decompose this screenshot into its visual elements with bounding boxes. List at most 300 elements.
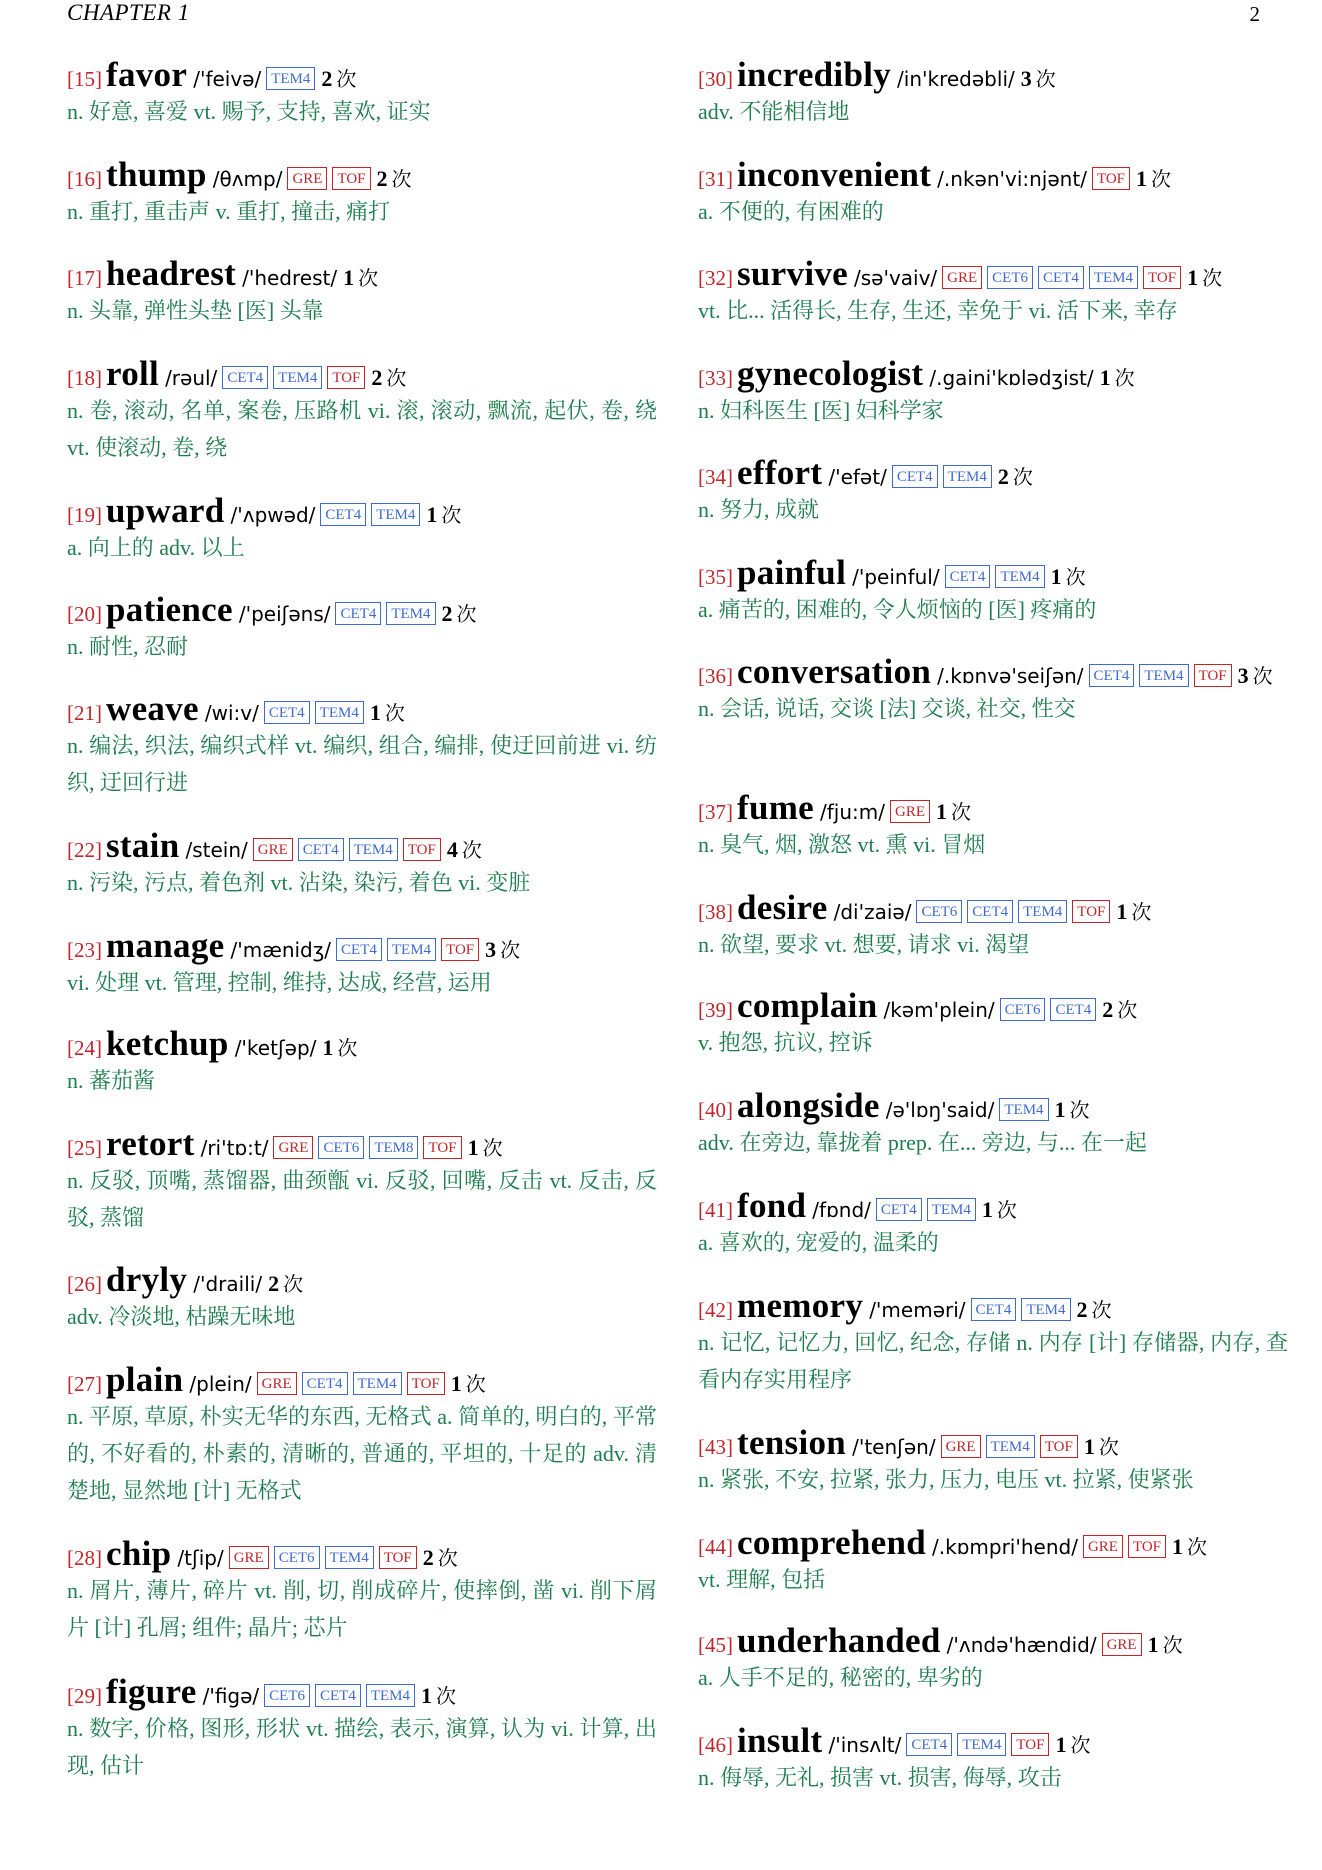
pronunciation: /'ʌpwəd/ — [230, 503, 316, 527]
pronunciation: /sə'vaiv/ — [853, 266, 938, 290]
occurrence-count: 1 — [450, 1371, 462, 1396]
dictionary-entry — [67, 1024, 657, 1099]
entry-number: [25] — [67, 1136, 102, 1160]
entry-number: [35] — [698, 565, 733, 589]
exam-tag-gre: GRE — [942, 266, 982, 289]
definition: adv. 冷淡地, 枯躁无味地 — [67, 1304, 296, 1329]
pronunciation: /fɒnd/ — [812, 1198, 871, 1222]
entry-headline — [67, 254, 657, 293]
pronunciation: /stein/ — [185, 838, 248, 862]
exam-tag-cet4: CET4 — [971, 1298, 1017, 1321]
entry-number: [28] — [67, 1546, 102, 1570]
exam-tag-cet4: CET4 — [335, 602, 381, 625]
dictionary-entry — [698, 888, 1288, 963]
occurrence-unit: 次 — [1151, 167, 1172, 191]
occurrence-count: 1 — [343, 265, 355, 290]
entry-number: [39] — [698, 998, 733, 1022]
entry-headline — [67, 689, 657, 728]
occurrence-unit: 次 — [384, 701, 405, 725]
occurrence-unit: 次 — [1202, 266, 1223, 290]
headword: favor — [106, 55, 188, 94]
occurrence-count: 2 — [268, 1271, 280, 1296]
headword: gynecologist — [737, 354, 924, 393]
occurrence-unit: 次 — [1070, 1733, 1091, 1757]
occurrence-count: 4 — [446, 837, 458, 862]
occurrence-unit: 次 — [386, 366, 407, 390]
exam-tag-tof: TOF — [423, 1136, 461, 1159]
dictionary-entry — [67, 1672, 657, 1784]
entry-number: [45] — [698, 1633, 733, 1657]
headword: manage — [106, 926, 225, 965]
occurrence-unit: 次 — [391, 167, 412, 191]
definition: n. 侮辱, 无礼, 损害 vt. 损害, 侮辱, 攻击 — [698, 1765, 1062, 1790]
occurrence-unit: 次 — [465, 1372, 486, 1396]
exam-tag-tof: TOF — [327, 366, 365, 389]
definition: adv. 在旁边, 靠拢着 prep. 在... 旁边, 与... 在一起 — [698, 1130, 1147, 1155]
exam-tag-gre: GRE — [287, 167, 327, 190]
occurrence-unit: 次 — [996, 1198, 1017, 1222]
pronunciation: /'tenʃən/ — [852, 1435, 936, 1459]
exam-tag-cet4: CET4 — [967, 900, 1013, 923]
occurrence-unit: 次 — [1098, 1435, 1119, 1459]
headword: memory — [737, 1286, 864, 1325]
exam-tag-tem4: TEM4 — [1089, 266, 1138, 289]
entry-headline — [67, 354, 657, 393]
exam-tag-tof: TOF — [379, 1546, 417, 1569]
entry-headline — [67, 491, 657, 530]
entry-headline — [67, 1124, 657, 1163]
headword: chip — [106, 1534, 172, 1573]
definition: n. 臭气, 烟, 激怒 vt. 熏 vi. 冒烟 — [698, 832, 986, 857]
definition: n. 平原, 草原, 朴实无华的东西, 无格式 a. 简单的, 明白的, 平常的, 不好看的, 朴素的, 清晰的, 普通的, 平坦的, 十足的 adv. 清楚地, 显然地 [计] 无格式 — [67, 1404, 657, 1503]
exam-tag-tem4: TEM4 — [943, 465, 992, 488]
entry-headline — [698, 986, 1288, 1025]
entry-number: [40] — [698, 1098, 733, 1122]
definition: n. 反驳, 顶嘴, 蒸馏器, 曲颈甑 vi. 反驳, 回嘴, 反击 vt. 反击, 反驳, 蒸馏 — [67, 1168, 657, 1230]
occurrence-count: 2 — [422, 1545, 434, 1570]
pronunciation: /.nkən'vi:njənt/ — [937, 167, 1087, 191]
pronunciation: /.kɒnvə'seiʃən/ — [937, 664, 1084, 688]
pronunciation: /'mænidʒ/ — [230, 938, 332, 962]
exam-tag-cet4: CET4 — [298, 838, 344, 861]
occurrence-count: 3 — [485, 937, 497, 962]
pronunciation: /'peinful/ — [852, 565, 940, 589]
dictionary-entry — [698, 1621, 1288, 1696]
dictionary-entry — [698, 354, 1288, 429]
definition: n. 好意, 喜爱 vt. 赐予, 支持, 喜欢, 证实 — [67, 99, 431, 124]
exam-tag-gre: GRE — [253, 838, 293, 861]
headword: incredibly — [737, 55, 892, 94]
exam-tag-tem4: TEM4 — [366, 1684, 415, 1707]
pronunciation: /wi:v/ — [204, 701, 259, 725]
dictionary-entry — [698, 986, 1288, 1061]
entry-number: [17] — [67, 266, 102, 290]
pronunciation: /'meməri/ — [869, 1298, 966, 1322]
definition: n. 欲望, 要求 vt. 想要, 请求 vi. 渴望 — [698, 932, 1030, 957]
entry-number: [44] — [698, 1535, 733, 1559]
exam-tag-cet4: CET4 — [320, 503, 366, 526]
pronunciation: /'feivə/ — [193, 67, 262, 91]
definition: vt. 理解, 包括 — [698, 1567, 826, 1592]
entry-number: [46] — [698, 1733, 733, 1757]
headword: retort — [106, 1124, 195, 1163]
entry-headline — [67, 55, 657, 94]
entry-number: [41] — [698, 1198, 733, 1222]
headword: ketchup — [106, 1024, 229, 1063]
exam-tag-gre: GRE — [257, 1372, 297, 1395]
entry-number: [16] — [67, 167, 102, 191]
definition: n. 头靠, 弹性头垫 [医] 头靠 — [67, 298, 324, 323]
occurrence-count: 1 — [1187, 265, 1199, 290]
entry-number: [38] — [698, 900, 733, 924]
exam-tag-tem4: TEM4 — [1021, 1298, 1070, 1321]
headword: fume — [737, 788, 815, 827]
entry-number: [15] — [67, 67, 102, 91]
exam-tag-gre: GRE — [1083, 1535, 1123, 1558]
occurrence-count: 1 — [467, 1135, 479, 1160]
exam-tag-tof: TOF — [1143, 266, 1181, 289]
dictionary-entry — [698, 55, 1288, 130]
entry-headline — [67, 590, 657, 629]
exam-tag-gre: GRE — [1102, 1633, 1142, 1656]
definition: a. 人手不足的, 秘密的, 卑劣的 — [698, 1665, 983, 1690]
headword: fond — [737, 1186, 807, 1225]
dictionary-entry — [67, 254, 657, 329]
dictionary-entry — [698, 1086, 1288, 1161]
entry-number: [26] — [67, 1272, 102, 1296]
occurrence-count: 2 — [321, 66, 333, 91]
dictionary-entry — [67, 491, 657, 566]
dictionary-entry — [67, 926, 657, 1001]
definition: a. 痛苦的, 困难的, 令人烦恼的 [医] 疼痛的 — [698, 597, 1097, 622]
occurrence-unit: 次 — [336, 67, 357, 91]
entry-headline — [698, 888, 1288, 927]
headword: plain — [106, 1360, 184, 1399]
exam-tag-tem8: TEM8 — [369, 1136, 418, 1159]
occurrence-unit: 次 — [1117, 998, 1138, 1022]
definition: adv. 不能相信地 — [698, 99, 850, 124]
entry-headline — [698, 788, 1288, 827]
occurrence-unit: 次 — [1065, 565, 1086, 589]
entry-headline — [67, 926, 657, 965]
entry-headline — [698, 1186, 1288, 1225]
definition: n. 编法, 织法, 编织式样 vt. 编织, 组合, 编排, 使迂回前进 vi. 纺织, 迂回行进 — [67, 733, 657, 795]
definition: a. 喜欢的, 宠爱的, 温柔的 — [698, 1230, 939, 1255]
exam-tag-tem4: TEM4 — [995, 565, 1044, 588]
exam-tag-cet4: CET4 — [1089, 664, 1135, 687]
dictionary-entry — [698, 1286, 1288, 1398]
pronunciation: /'peiʃəns/ — [238, 602, 331, 626]
occurrence-count: 3 — [1237, 663, 1249, 688]
pronunciation: /'insʌlt/ — [828, 1733, 902, 1757]
occurrence-unit: 次 — [951, 800, 971, 824]
occurrence-unit: 次 — [1091, 1298, 1112, 1322]
headword: effort — [737, 453, 823, 492]
exam-tag-tem4: TEM4 — [1018, 900, 1067, 923]
dictionary-entry — [698, 652, 1288, 727]
definition: a. 不便的, 有困难的 — [698, 199, 884, 224]
entry-number: [36] — [698, 664, 733, 688]
occurrence-unit: 次 — [500, 938, 521, 962]
pronunciation: /'figə/ — [202, 1684, 260, 1708]
occurrence-count: 1 — [1116, 899, 1128, 924]
exam-tag-tof: TOF — [1092, 167, 1130, 190]
entry-headline — [698, 1423, 1288, 1462]
pronunciation: /rəul/ — [165, 366, 218, 390]
headword: inconvenient — [737, 155, 932, 194]
entry-number: [29] — [67, 1684, 102, 1708]
entry-number: [33] — [698, 366, 733, 390]
entry-headline — [67, 826, 657, 865]
entry-number: [43] — [698, 1435, 733, 1459]
exam-tag-tem4: TEM4 — [315, 701, 364, 724]
entry-number: [30] — [698, 67, 733, 91]
dictionary-entry — [698, 155, 1288, 230]
headword: painful — [737, 553, 847, 592]
entry-number: [31] — [698, 167, 733, 191]
exam-tag-tem4: TEM4 — [957, 1733, 1006, 1756]
occurrence-count: 1 — [936, 799, 947, 824]
definition: n. 污染, 污点, 着色剂 vt. 沾染, 染污, 着色 vi. 变脏 — [67, 870, 531, 895]
exam-tag-gre: GRE — [229, 1546, 269, 1569]
entry-headline — [698, 1286, 1288, 1325]
occurrence-count: 1 — [981, 1197, 993, 1222]
exam-tag-cet4: CET4 — [1038, 266, 1084, 289]
dictionary-entry — [698, 553, 1288, 628]
exam-tag-tem4: TEM4 — [371, 503, 420, 526]
exam-tag-cet6: CET6 — [274, 1546, 320, 1569]
entry-headline — [67, 1024, 657, 1063]
occurrence-count: 2 — [441, 601, 453, 626]
headword: headrest — [106, 254, 237, 293]
pronunciation: /'draili/ — [193, 1272, 263, 1296]
entry-headline — [67, 1260, 657, 1299]
headword: dryly — [106, 1260, 188, 1299]
definition: a. 向上的 adv. 以上 — [67, 535, 245, 560]
exam-tag-tof: TOF — [403, 838, 441, 861]
pronunciation: /'efət/ — [828, 465, 887, 489]
headword: complain — [737, 986, 878, 1025]
pronunciation: /ə'lɒŋ'said/ — [885, 1098, 995, 1122]
occurrence-unit: 次 — [456, 602, 477, 626]
entry-headline — [698, 354, 1288, 393]
dictionary-entry — [67, 1260, 657, 1335]
exam-tag-gre: GRE — [890, 800, 930, 823]
exam-tag-cet4: CET4 — [945, 565, 991, 588]
entry-headline — [698, 55, 1288, 94]
occurrence-unit: 次 — [283, 1272, 304, 1296]
dictionary-entry — [67, 689, 657, 801]
entry-number: [19] — [67, 503, 102, 527]
occurrence-count: 2 — [376, 166, 388, 191]
dictionary-entry — [698, 254, 1288, 329]
exam-tag-cet6: CET6 — [264, 1684, 310, 1707]
exam-tag-cet4: CET4 — [906, 1733, 952, 1756]
exam-tag-tof: TOF — [1072, 900, 1110, 923]
definition: n. 努力, 成就 — [698, 497, 820, 522]
dictionary-entry — [67, 1124, 657, 1236]
exam-tag-cet4: CET4 — [336, 938, 382, 961]
pronunciation: /'ʌndə'hændid/ — [946, 1633, 1097, 1657]
pronunciation: /kəm'plein/ — [883, 998, 995, 1022]
definition: n. 会话, 说话, 交谈 [法] 交谈, 社交, 性交 — [698, 696, 1076, 721]
exam-tag-tem4: TEM4 — [266, 67, 315, 90]
exam-tag-cet6: CET6 — [916, 900, 962, 923]
exam-tag-tem4: TEM4 — [386, 602, 435, 625]
entry-headline — [698, 652, 1288, 691]
entry-number: [34] — [698, 465, 733, 489]
definition: n. 紧张, 不安, 拉紧, 张力, 压力, 电压 vt. 拉紧, 使紧张 — [698, 1467, 1194, 1492]
page-number: 2 — [1249, 2, 1260, 26]
exam-tag-cet6: CET6 — [987, 266, 1033, 289]
headword: tension — [737, 1423, 847, 1462]
occurrence-unit: 次 — [358, 266, 379, 290]
entry-number: [18] — [67, 366, 102, 390]
definition: n. 重打, 重击声 v. 重打, 撞击, 痛打 — [67, 199, 391, 224]
chapter-heading: CHAPTER 1 — [67, 0, 190, 25]
exam-tag-cet4: CET4 — [302, 1372, 348, 1395]
definition: vt. 比... 活得长, 生存, 生还, 幸免于 vi. 活下来, 幸存 — [698, 298, 1178, 323]
entry-headline — [67, 155, 657, 194]
exam-tag-cet6: CET6 — [318, 1136, 364, 1159]
entry-number: [37] — [698, 800, 733, 824]
exam-tag-tof: TOF — [407, 1372, 445, 1395]
exam-tag-tem4: TEM4 — [273, 366, 322, 389]
headword: upward — [106, 491, 225, 530]
exam-tag-cet4: CET4 — [876, 1198, 922, 1221]
entry-number: [24] — [67, 1036, 102, 1060]
dictionary-entry — [67, 1360, 657, 1509]
occurrence-count: 1 — [1050, 564, 1062, 589]
occurrence-unit: 次 — [436, 1684, 457, 1708]
exam-tag-tof: TOF — [1194, 664, 1232, 687]
headword: comprehend — [737, 1523, 927, 1562]
occurrence-count: 1 — [322, 1035, 334, 1060]
exam-tag-cet4: CET4 — [315, 1684, 361, 1707]
entry-headline — [698, 453, 1288, 492]
occurrence-unit: 次 — [1131, 900, 1152, 924]
exam-tag-tem4: TEM4 — [986, 1435, 1035, 1458]
entry-number: [22] — [67, 838, 102, 862]
definition: n. 数字, 价格, 图形, 形状 vt. 描绘, 表示, 演算, 认为 vi. 计算, 出现, 估计 — [67, 1716, 657, 1778]
pronunciation: /'ketʃəp/ — [234, 1036, 317, 1060]
headword: patience — [106, 590, 233, 629]
definition: n. 耐性, 忍耐 — [67, 634, 189, 659]
occurrence-unit: 次 — [441, 503, 462, 527]
occurrence-count: 1 — [426, 502, 438, 527]
headword: survive — [737, 254, 848, 293]
definition: n. 屑片, 薄片, 碎片 vt. 削, 切, 削成碎片, 使摔倒, 凿 vi. 削下屑片 [计] 孔屑; 组件; 晶片; 芯片 — [67, 1578, 657, 1640]
occurrence-count: 3 — [1020, 66, 1032, 91]
pronunciation: /in'kredəbli/ — [897, 67, 1015, 91]
exam-tag-tof: TOF — [1128, 1535, 1166, 1558]
headword: desire — [737, 888, 828, 927]
occurrence-unit: 次 — [1012, 465, 1033, 489]
entry-number: [21] — [67, 701, 102, 725]
headword: alongside — [737, 1086, 880, 1125]
occurrence-count: 1 — [421, 1683, 433, 1708]
occurrence-count: 1 — [1147, 1632, 1159, 1657]
pronunciation: /.gaini'kɒlədʒist/ — [929, 366, 1094, 390]
occurrence-count: 1 — [369, 700, 381, 725]
occurrence-unit: 次 — [461, 838, 482, 862]
occurrence-count: 2 — [1102, 997, 1114, 1022]
exam-tag-tem4: TEM4 — [387, 938, 436, 961]
exam-tag-tem4: TEM4 — [353, 1372, 402, 1395]
pronunciation: /'hedrest/ — [242, 266, 338, 290]
definition: n. 蕃茄酱 — [67, 1068, 156, 1093]
headword: thump — [106, 155, 207, 194]
occurrence-count: 2 — [371, 365, 383, 390]
occurrence-count: 1 — [1099, 365, 1111, 390]
pronunciation: /θʌmp/ — [212, 167, 283, 191]
pronunciation: /.kɒmpri'hend/ — [932, 1535, 1078, 1559]
occurrence-unit: 次 — [1162, 1633, 1183, 1657]
exam-tag-cet4: CET4 — [264, 701, 310, 724]
exam-tag-tem4: TEM4 — [999, 1098, 1048, 1121]
entry-number: [23] — [67, 938, 102, 962]
occurrence-count: 1 — [1172, 1534, 1184, 1559]
occurrence-count: 1 — [1054, 1097, 1066, 1122]
headword: underhanded — [737, 1621, 941, 1660]
entry-headline — [67, 1360, 657, 1399]
pronunciation: /fju:m/ — [820, 800, 885, 824]
dictionary-entry — [698, 453, 1288, 528]
occurrence-unit: 次 — [1035, 67, 1056, 91]
pronunciation: /tʃip/ — [177, 1546, 224, 1570]
exam-tag-cet6: CET6 — [1000, 998, 1046, 1021]
definition: n. 记忆, 记忆力, 回忆, 纪念, 存储 n. 内存 [计] 存储器, 内存, 查看内存实用程序 — [698, 1330, 1288, 1392]
headword: roll — [106, 354, 160, 393]
occurrence-count: 2 — [997, 464, 1009, 489]
dictionary-entry — [698, 1186, 1288, 1261]
exam-tag-tof: TOF — [441, 938, 479, 961]
occurrence-unit: 次 — [337, 1036, 358, 1060]
definition: n. 卷, 滚动, 名单, 案卷, 压路机 vi. 滚, 滚动, 飘流, 起伏, 卷, 绕 vt. 使滚动, 卷, 绕 — [67, 398, 657, 460]
pronunciation: /ri'tɒ:t/ — [200, 1136, 269, 1160]
occurrence-unit: 次 — [437, 1546, 458, 1570]
occurrence-unit: 次 — [1187, 1535, 1208, 1559]
pronunciation: /plein/ — [189, 1372, 252, 1396]
exam-tag-tem4: TEM4 — [1139, 664, 1188, 687]
entry-headline — [698, 1523, 1288, 1562]
definition: vi. 处理 vt. 管理, 控制, 维持, 达成, 经营, 运用 — [67, 970, 492, 995]
exam-tag-cet4: CET4 — [222, 366, 268, 389]
entry-number: [42] — [698, 1298, 733, 1322]
entry-headline — [698, 553, 1288, 592]
entry-headline — [698, 1621, 1288, 1660]
entry-number: [32] — [698, 266, 733, 290]
definition: n. 妇科医生 [医] 妇科学家 — [698, 398, 944, 423]
dictionary-entry — [698, 1523, 1288, 1598]
dictionary-entry — [67, 55, 657, 130]
dictionary-entry — [67, 826, 657, 901]
headword: figure — [106, 1672, 197, 1711]
dictionary-entry — [698, 1423, 1288, 1498]
dictionary-entry — [698, 788, 1288, 863]
entry-number: [20] — [67, 602, 102, 626]
dictionary-entry — [698, 1721, 1288, 1796]
exam-tag-gre: GRE — [273, 1136, 313, 1159]
dictionary-entry — [67, 155, 657, 230]
occurrence-unit: 次 — [1069, 1098, 1090, 1122]
dictionary-entry — [67, 590, 657, 665]
entry-headline — [698, 1721, 1288, 1760]
headword: weave — [106, 689, 199, 728]
definition: v. 抱怨, 抗议, 控诉 — [698, 1030, 873, 1055]
entry-headline — [67, 1672, 657, 1711]
exam-tag-tem4: TEM4 — [349, 838, 398, 861]
